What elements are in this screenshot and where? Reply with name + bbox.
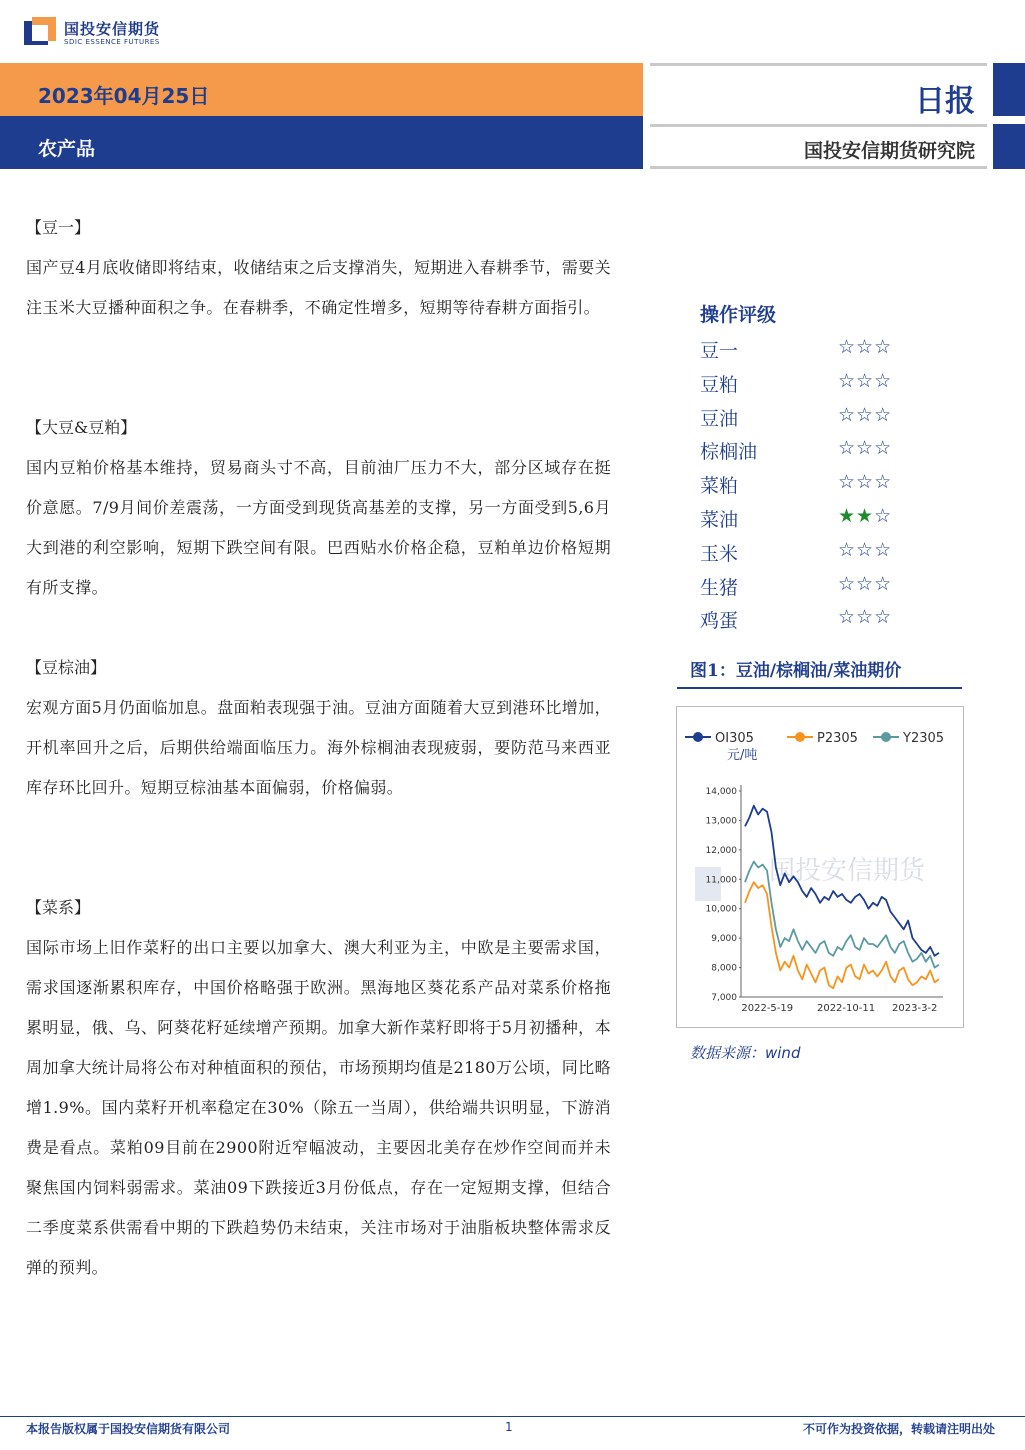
footer-copyright: 本报告版权属于国投安信期货有限公司	[26, 1422, 231, 1436]
y-tick-label: 14,000	[705, 787, 737, 797]
empty-star-icon: ☆	[838, 336, 857, 358]
x-tick-label: 2022-5-19	[741, 1003, 794, 1014]
empty-star-icon: ☆	[838, 403, 857, 426]
legend-marker-icon	[795, 732, 805, 742]
rating-row	[700, 505, 940, 539]
rating-stars-icon	[838, 471, 892, 493]
y-tick-label: 9,000	[711, 934, 737, 945]
empty-star-icon: ☆	[874, 336, 893, 358]
header-accent	[993, 124, 1025, 169]
y-tick-label: 12,000	[705, 845, 737, 856]
rating-row	[700, 404, 940, 438]
logo-name-en: SDIC ESSENCE FUTURES	[64, 38, 160, 46]
section-body: 国际市场上旧作菜籽的出口主要以加拿大、澳大利亚为主，中欧是主要需求国，需求国逐渐累积库存，中国价格略强于欧洲。黑海地区葵花系产品对菜系价格拖累明显，俄、乌、阿葵花籽延续增产预期。加拿大新作菜籽即将于5月初播种，本周加拿大统计局将公布对种植面积的预估，市场预期均值是2180万公顷，同比略增1.9%。国内菜籽开机率稳定在30%（除五一当周），供给端共识明显，下游消费是看点。菜粕09目前在2900附近窄幅波动，主要因北美存在炒作空间而并未聚焦国内饲料弱需求。菜油09下跌接近3月份低点，存在一定短期支撑，但结合二季度菜系供需看中期的下跌趋势仍未结束，关注市场对于油脂板块整体需求反弹的预判。	[26, 938, 611, 1277]
legend-label: P2305	[817, 731, 858, 746]
empty-star-icon: ☆	[856, 572, 875, 595]
empty-star-icon: ☆	[838, 572, 857, 595]
section-soybean-meal	[26, 408, 611, 608]
rating-product-name: 豆油	[700, 407, 739, 430]
price-chart	[677, 707, 963, 1027]
page-number: 1	[505, 1420, 513, 1434]
empty-star-icon: ☆	[838, 369, 857, 392]
rating-product-name: 生猪	[700, 576, 739, 599]
y-tick-label: 7,000	[711, 993, 737, 1003]
empty-star-icon: ☆	[838, 471, 857, 494]
empty-star-icon: ☆	[856, 336, 875, 358]
empty-star-icon: ☆	[856, 606, 875, 629]
chart-frame	[676, 706, 964, 1028]
empty-star-icon: ☆	[874, 606, 893, 629]
empty-star-icon: ☆	[838, 437, 857, 460]
section-body: 宏观方面5月仍面临加息。盘面粕表现强于油。豆油方面随着大豆到港环比增加，开机率回升之后，后期供给端面临压力。海外棕榈油表现疲弱，要防范马来西亚库存环比回升。短期豆棕油基本面偏弱，价格偏弱。	[26, 698, 611, 797]
section-title: 【菜系】	[26, 898, 91, 917]
chart-watermark: 国投安信期货	[769, 856, 926, 886]
empty-star-icon: ☆	[856, 369, 875, 392]
rating-stars-icon	[838, 606, 892, 628]
x-tick-label: 2023-3-2	[892, 1003, 938, 1014]
sector-banner	[0, 116, 643, 169]
header-divider	[650, 124, 987, 127]
rating-product-name: 玉米	[700, 542, 739, 565]
legend-label: Y2305	[903, 731, 945, 746]
section-body: 国产豆4月底收储即将结束，收储结束之后支撑消失，短期进入春耕季节，需要关注玉米大豆播种面积之争。在春耕季，不确定性增多，短期等待春耕方面指引。	[26, 258, 611, 317]
rating-stars-icon	[838, 573, 892, 595]
empty-star-icon: ☆	[874, 437, 893, 460]
figure-title: 图1：豆油/棕榈油/菜油期价	[690, 661, 902, 681]
legend-label: OI305	[715, 731, 754, 746]
rating-stars-icon	[838, 370, 892, 392]
rating-stars-icon	[838, 539, 892, 561]
logo-name-cn: 国投安信期货	[64, 20, 161, 38]
rating-product-name: 鸡蛋	[700, 610, 739, 633]
empty-star-icon: ☆	[856, 437, 875, 460]
figure-title-underline	[677, 687, 962, 689]
header-accent	[993, 63, 1025, 116]
section-title: 【豆棕油】	[26, 658, 107, 677]
section-soy-palm-oil	[26, 648, 611, 808]
y-axis-label: 元/吨	[727, 748, 758, 763]
empty-star-icon: ☆	[838, 606, 857, 629]
section-title: 【豆一】	[26, 218, 91, 237]
empty-star-icon: ☆	[856, 403, 875, 426]
empty-star-icon: ☆	[856, 538, 875, 561]
header-divider	[650, 166, 987, 169]
footer-divider	[0, 1416, 1025, 1417]
rating-product-name: 菜油	[700, 509, 739, 531]
rating-row	[700, 336, 940, 370]
filled-star-icon: ★	[838, 505, 857, 527]
report-type: 日报	[915, 84, 975, 119]
section-soybean-one	[26, 208, 611, 328]
y-tick-label: 10,000	[705, 904, 737, 915]
series-line-p2305	[745, 882, 939, 988]
empty-star-icon: ☆	[856, 471, 875, 494]
legend-marker-icon	[881, 732, 891, 742]
rating-row	[700, 437, 940, 471]
report-sector: 农产品	[38, 138, 96, 160]
rating-product-name: 豆一	[700, 340, 739, 362]
rating-stars-icon	[838, 505, 892, 527]
rating-row	[700, 370, 940, 404]
section-body: 国内豆粕价格基本维持，贸易商头寸不高，目前油厂压力不大，部分区域存在挺价意愿。7/9月间价差震荡，一方面受到现货高基差的支撑，另一方面受到5,6月大到港的利空影响，短期下跌空间有限。巴西贴水价格企稳，豆粕单边价格短期有所支撑。	[26, 458, 611, 597]
section-rapeseed	[26, 888, 611, 1288]
rating-product-name: 棕榈油	[700, 441, 758, 464]
empty-star-icon: ☆	[874, 572, 893, 595]
rating-title: 操作评级	[700, 304, 777, 326]
rating-stars-icon	[838, 336, 892, 358]
empty-star-icon: ☆	[838, 538, 857, 561]
header-divider	[650, 63, 987, 66]
rating-row	[700, 606, 940, 640]
y-tick-label: 8,000	[711, 963, 737, 974]
filled-star-icon: ★	[856, 505, 875, 527]
rating-stars-icon	[838, 437, 892, 459]
x-tick-label: 2022-10-11	[816, 1003, 876, 1014]
section-title: 【大豆&豆粕】	[26, 418, 137, 437]
rating-product-name: 豆粕	[700, 373, 739, 396]
figure-source: 数据来源：wind	[690, 1044, 801, 1062]
rating-row	[700, 573, 940, 607]
legend-marker-icon	[693, 732, 703, 742]
empty-star-icon: ☆	[874, 403, 893, 426]
rating-product-name: 菜粕	[700, 475, 739, 498]
rating-row	[700, 539, 940, 573]
empty-star-icon: ☆	[874, 538, 893, 561]
empty-star-icon: ☆	[874, 505, 893, 527]
empty-star-icon: ☆	[874, 369, 893, 392]
report-date: 2023年04月25日	[38, 84, 210, 108]
company-logo-icon	[24, 17, 56, 49]
empty-star-icon: ☆	[874, 471, 893, 494]
rating-row	[700, 471, 940, 505]
y-tick-label: 13,000	[705, 816, 737, 827]
y-tick-label: 11,000	[705, 875, 737, 886]
rating-stars-icon	[838, 404, 892, 426]
footer-disclaimer: 不可作为投资依据，转载请注明出处	[802, 1422, 995, 1436]
institute-name: 国投安信期货研究院	[803, 140, 975, 162]
